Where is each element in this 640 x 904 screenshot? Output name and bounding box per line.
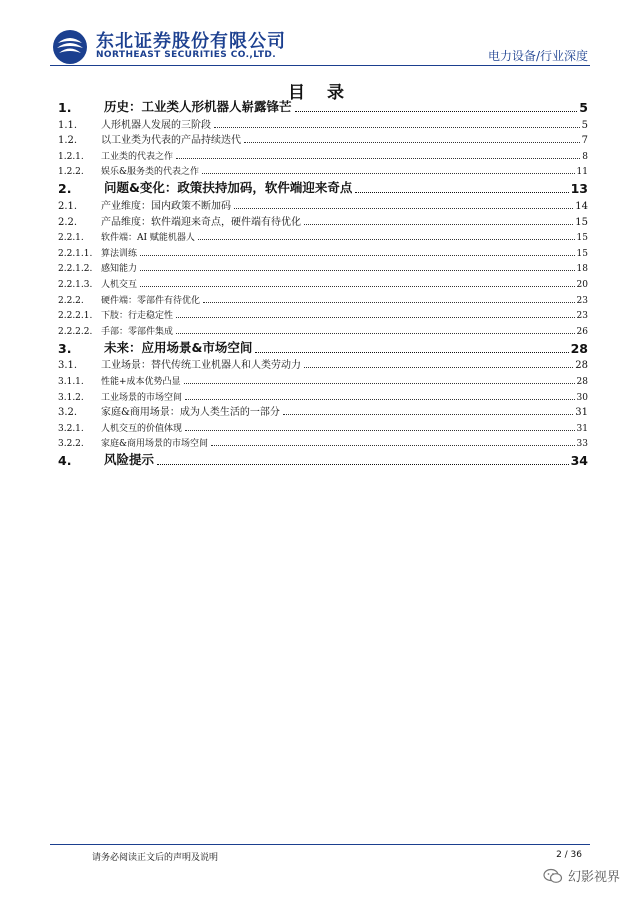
toc-entry-page: 15 [576,248,588,259]
toc-entry-page: 28 [570,340,588,356]
toc-entry[interactable] [58,306,588,322]
toc-leader-dots [176,317,575,318]
toc-entry-title: 工业场景：替代传统工业机器人和人类劳动力 [101,360,301,372]
header-divider [50,65,590,66]
watermark [543,866,620,885]
toc-leader-dots [304,367,573,368]
toc-entry-page: 20 [576,279,588,290]
toc-entry[interactable] [58,449,588,468]
toc-entry-title: 家庭&商用场景：成为人类生活的一部分 [101,407,280,419]
toc-leader-dots [255,352,568,353]
toc-entry-number: 3. [58,340,72,356]
toc-entry-page: 33 [576,439,588,450]
toc-entry-title: 产品维度：软件端迎来奇点，硬件端有待优化 [101,216,301,228]
toc-entry-page: 31 [575,407,588,419]
toc-entry-number: 3.1. [58,360,78,372]
toc-entry-title: 算法训练 [101,248,138,259]
wechat-icon [543,868,563,884]
toc-entry[interactable] [58,162,588,178]
toc-entry-page: 15 [575,216,588,228]
toc-entry-page: 23 [576,295,588,306]
toc-entry-title: 性能+成本优势凸显 [101,376,181,387]
toc-entry-page: 28 [575,360,588,372]
toc-leader-dots [202,173,575,174]
toc-entry-number: 3.1.2. [58,392,84,403]
toc-entry-page: 5 [579,100,588,115]
toc-leader-dots [176,158,580,159]
toc-entry-title: 工业类的代表之作 [101,151,174,162]
toc-entry-page: 28 [576,376,588,387]
toc-entry-page: 11 [576,167,588,178]
toc-entry-number: 2.2.1.2. [58,264,93,275]
toc-entry[interactable] [58,243,588,259]
toc-entry[interactable] [58,356,588,372]
toc-entry-number: 1.1. [58,119,78,131]
toc-entry-title: 未来：应用场景&市场空间 [104,339,253,355]
toc-entry-page: 8 [582,151,588,162]
toc-entry-number: 2. [58,181,72,197]
footer-disclaimer: 请务必阅读正文后的声明及说明 [92,853,219,863]
toc-entry-page: 13 [570,181,588,197]
toc-entry-title: 工业场景的市场空间 [101,392,183,403]
toc-leader-dots [283,414,573,415]
toc-entry-number: 3.2.1. [58,423,84,434]
company-logo-icon [52,29,88,65]
report-category: 电力设备/行业深度 [487,49,588,63]
toc-entry-number: 2.2.1.1. [58,248,93,259]
toc-entry[interactable] [58,196,588,212]
toc-entry[interactable] [58,146,588,162]
toc-leader-dots [185,399,575,400]
toc-entry-page: 34 [570,453,588,469]
table-of-contents [58,96,588,468]
toc-entry[interactable] [58,321,588,337]
toc-leader-dots [234,208,573,209]
toc-entry[interactable] [58,259,588,275]
toc-entry-page: 15 [576,233,588,244]
toc-leader-dots [203,302,575,303]
toc-entry-number: 2.1. [58,200,78,212]
toc-entry-title: 问题&变化：政策扶持加码，软件端迎来奇点 [104,180,353,196]
toc-entry[interactable] [58,212,588,228]
toc-entry-title: 人形机器人发展的三阶段 [101,119,211,131]
toc-entry[interactable] [58,337,588,356]
toc-entry-number: 3.2. [58,407,78,419]
toc-entry[interactable] [58,115,588,131]
toc-entry-page: 5 [581,119,588,131]
toc-entry-number: 1.2. [58,135,78,147]
toc-entry-title: 以工业类为代表的产品持续迭代 [101,135,241,147]
footer-divider [50,844,590,845]
toc-entry-number: 2.2. [58,216,78,228]
toc-entry[interactable] [58,274,588,290]
toc-entry-title: 手部：零部件集成 [101,326,174,337]
toc-entry[interactable] [58,371,588,387]
toc-entry-number: 1.2.2. [58,167,84,178]
toc-entry[interactable] [58,228,588,244]
toc-leader-dots [244,142,580,143]
toc-leader-dots [198,239,575,240]
company-name-cn: 东北证券股份有限公司 [96,31,286,52]
toc-leader-dots [140,286,575,287]
toc-entry[interactable] [58,434,588,450]
toc-entry-page: 14 [575,200,588,212]
toc-entry-number: 3.1.1. [58,376,84,387]
toc-entry[interactable] [58,418,588,434]
toc-entry-number: 4. [58,453,72,469]
toc-entry-page: 31 [576,423,588,434]
toc-entry[interactable] [58,290,588,306]
toc-entry-page: 7 [581,135,588,147]
toc-entry-number: 2.2.1. [58,233,84,244]
toc-entry-title: 感知能力 [101,264,138,275]
toc-entry[interactable] [58,131,588,147]
toc-leader-dots [185,430,575,431]
toc-leader-dots [176,333,575,334]
toc-entry-title: 历史：工业类人形机器人崭露锋芒 [104,99,292,114]
toc-entry-title: 产业维度：国内政策不断加码 [101,200,231,212]
toc-entry-title: 下肢：行走稳定性 [101,311,174,322]
toc-leader-dots [211,445,575,446]
toc-entry-page: 18 [576,264,588,275]
toc-entry-title: 家庭&商用场景的市场空间 [101,439,209,450]
toc-entry-number: 1. [58,100,72,115]
toc-leader-dots [304,224,573,225]
toc-entry[interactable] [58,96,588,115]
toc-entry-page: 26 [576,326,588,337]
toc-title: 目 录 [288,83,352,103]
toc-entry-number: 1.2.1. [58,151,84,162]
toc-entry[interactable] [58,403,588,419]
toc-entry-page: 23 [576,311,588,322]
toc-entry-title: 人机交互的价值体现 [101,423,183,434]
toc-entry-number: 3.2.2. [58,439,84,450]
toc-entry-title: 软件端：AI 赋能机器人 [101,233,195,244]
toc-leader-dots [157,464,569,465]
toc-leader-dots [214,127,580,128]
company-name-en: NORTHEAST SECURITIES CO.,LTD. [96,50,277,60]
toc-leader-dots [295,111,578,112]
toc-leader-dots [140,270,575,271]
toc-entry-title: 风险提示 [104,452,155,468]
toc-entry-number: 2.2.1.3. [58,279,93,290]
toc-entry[interactable] [58,387,588,403]
toc-entry-number: 2.2.2. [58,295,84,306]
toc-entry-title: 硬件端：零部件有待优化 [101,295,201,306]
watermark-text: 幻影视界 [567,870,620,885]
toc-entry-number: 2.2.2.2. [58,326,93,337]
toc-entry-page: 30 [576,392,588,403]
toc-leader-dots [184,383,575,384]
toc-entry[interactable] [58,177,588,196]
page-indicator: 2 / 36 [556,850,582,860]
toc-entry-number: 2.2.2.1. [58,311,93,322]
toc-entry-title: 人机交互 [101,279,138,290]
toc-leader-dots [355,192,568,193]
toc-leader-dots [140,255,575,256]
toc-entry-title: 娱乐&服务类的代表之作 [101,167,200,178]
